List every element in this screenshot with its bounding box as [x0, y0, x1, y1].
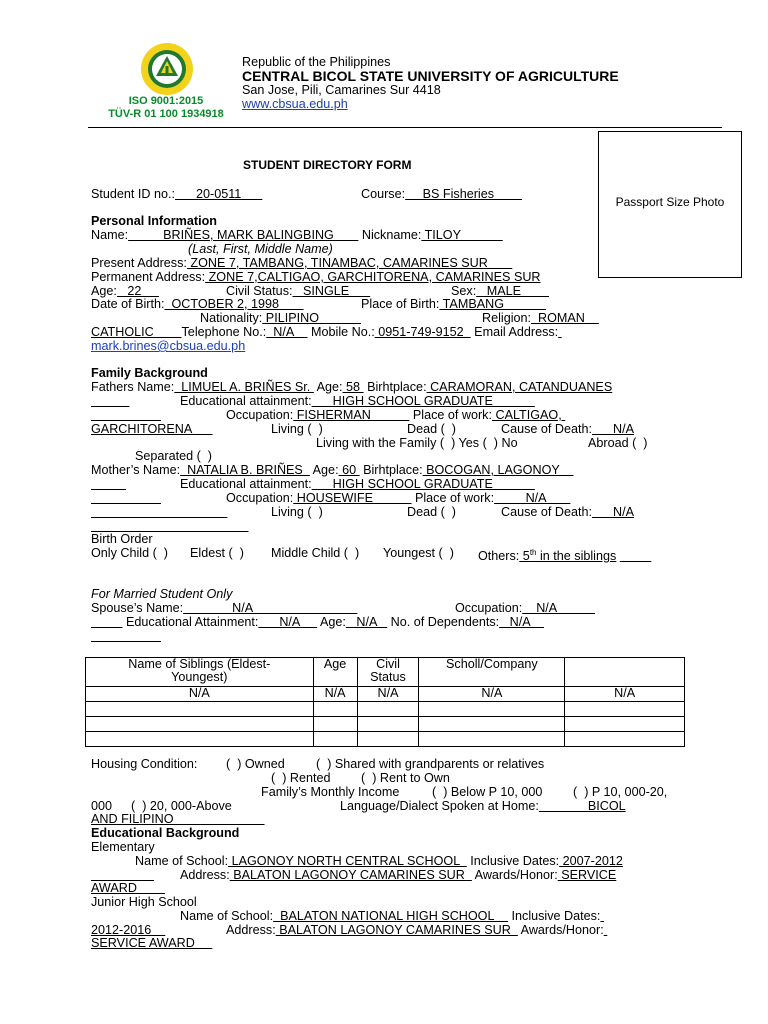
table-cell — [357, 732, 419, 747]
mother-occupation: Occupation: HOUSEWIFE Place of work: N/A — [226, 491, 571, 505]
income-below-10000: ( ) Below P 10, 000 — [432, 785, 543, 799]
table-cell: N/A — [357, 687, 419, 702]
mother-education: Educational attainment: HIGH SCHOOL GRADUATE — [180, 477, 535, 491]
father-living: Living ( ) — [271, 422, 323, 436]
iso-certification — [96, 95, 236, 121]
table-cell: N/A — [86, 687, 314, 702]
mother-status-row — [91, 505, 227, 519]
father-name-value: LIMUEL A. BRIÑES Sr. — [174, 380, 314, 394]
housing-label: Housing Condition: — [91, 757, 198, 771]
jhs-dates-row — [91, 923, 165, 937]
father-cause-value: N/A — [592, 422, 635, 436]
name-value: BRIÑES, MARK BALINGBING — [128, 228, 359, 242]
spouse-name-value: N/A — [183, 601, 358, 615]
iso-line-2: TÜV-R 01 100 1934918 — [108, 108, 224, 120]
spouse-education-row: Educational Attainment: N/A Age: N/A No. of Dependents: N/A — [126, 615, 544, 629]
republic-line: Republic of the Philippines — [242, 55, 391, 69]
living-with-family: Living with the Family ( ) Yes ( ) No — [316, 436, 518, 450]
abroad: Abroad ( ) — [588, 436, 648, 450]
civil-status-value: SINGLE — [292, 284, 371, 298]
father-age-value: 58 — [342, 380, 364, 394]
father-name-row: Fathers Name: LIMUEL A. BRIÑES Sr. Age: 58 Birhtplace: CARAMORAN, CATANDUANES — [91, 380, 613, 394]
table-cell — [357, 702, 419, 717]
mother-cause-value: N/A — [592, 505, 635, 519]
spouse-occupation-row: Occupation: N/A — [455, 601, 596, 615]
father-education-row — [91, 394, 130, 408]
form-title: STUDENT DIRECTORY FORM — [243, 158, 412, 172]
university-name: CENTRAL BICOL STATE UNIVERSITY OF AGRICULTURE — [242, 68, 619, 84]
educational-background-heading: Educational Background — [91, 826, 240, 840]
jhs-awards-value: SERVICE AWARD — [91, 936, 213, 950]
jhs-address: Address: BALATON LAGONOY CAMARINES SUR Awards/Honor: — [226, 923, 604, 937]
passport-photo-box — [598, 131, 742, 278]
student-id-value: 20-0511 — [175, 187, 263, 201]
blank-line — [91, 519, 248, 533]
table-cell — [565, 717, 685, 732]
sex-row: Sex: MALE — [451, 284, 549, 298]
university-seal-logo — [140, 42, 194, 96]
language-value-cont: AND FILIPINO — [91, 812, 265, 826]
student-id-row: Student ID no.: 20-0511 — [91, 187, 263, 201]
table-cell — [86, 717, 314, 732]
youngest: Youngest ( ) — [383, 546, 454, 560]
table-header: Civil Status — [357, 658, 419, 687]
table-cell: N/A — [565, 687, 685, 702]
income-000: 000 — [91, 799, 113, 813]
table-cell — [86, 702, 314, 717]
table-row — [86, 717, 685, 732]
telephone-value: N/A — [266, 325, 308, 339]
table-row — [86, 687, 685, 702]
mother-birthplace-value: BOCOGAN, LAGONOY — [422, 463, 574, 477]
university-address: San Jose, Pili, Camarines Sur 4418 — [242, 83, 441, 97]
middle-child: Middle Child ( ) — [271, 546, 360, 560]
email-value-link[interactable]: mark.brines@cbsua.edu.ph — [91, 339, 246, 353]
elem-address-value: BALATON LAGONOY CAMARINES SUR — [229, 868, 472, 882]
mother-education-value: HIGH SCHOOL GRADUATE — [311, 477, 535, 491]
elem-awards-value-cont: AWARD — [91, 881, 165, 895]
birth-order-heading: Birth Order — [91, 532, 153, 546]
language-value: BICOL — [538, 799, 626, 813]
iso-line-1: ISO 9001:2015 — [128, 95, 204, 107]
spouse-education-value: N/A — [258, 615, 318, 629]
birth-date-value: OCTOBER 2, 1998 — [164, 297, 304, 311]
contact-row: CATHOLIC Telephone No.: N/A Mobile No.: 0951-749-9152 Email Address: — [91, 325, 559, 339]
table-cell — [313, 717, 357, 732]
mother-workplace-value: N/A — [494, 491, 571, 505]
nickname-value: TILOY — [421, 228, 503, 242]
elem-school-value: LAGONOY NORTH CENTRAL SCHOOL — [228, 854, 467, 868]
elem-awards-value: SERVICE — [557, 868, 617, 882]
jhs-dates-value: 2012-2016 — [91, 923, 166, 937]
only-child: Only Child ( ) — [91, 546, 168, 560]
monthly-income-label: Family’s Monthly Income — [261, 785, 400, 799]
others-value: 5th in the siblings — [519, 548, 617, 564]
name-row: Name: BRIÑES, MARK BALINGBING Nickname: TILOY — [91, 228, 503, 242]
father-occupation: Occupation: FISHERMAN Place of work: CALTIGAO, — [226, 408, 566, 422]
father-education-value: HIGH SCHOOL GRADUATE — [311, 394, 535, 408]
table-cell — [565, 702, 685, 717]
table-cell — [86, 732, 314, 747]
religion-value: ROMAN — [531, 311, 599, 325]
mother-cause-of-death: Cause of Death: N/A — [501, 505, 635, 519]
married-section-heading: For Married Student Only — [91, 587, 233, 601]
mobile-value: 0951-749-9152 — [374, 325, 471, 339]
mother-name-row: Mother’s Name: NATALIA B. BRIÑES Age: 60 Birhtplace: BOCOGAN, LAGONOY — [91, 463, 574, 477]
elem-address: Address: BALATON LAGONOY CAMARINES SUR Awards/Honor: SERVICE — [180, 868, 617, 882]
permanent-address-row: Permanent Address: ZONE 7,CALTIGAO, GARCHITORENA, CAMARINES SUR — [91, 270, 541, 284]
elementary-heading: Elementary — [91, 840, 155, 854]
personal-information-heading: Personal Information — [91, 214, 217, 228]
mother-age-value: 60 — [338, 463, 360, 477]
separated: Separated ( ) — [135, 449, 213, 463]
jhs-school-row: Name of School: BALATON NATIONAL HIGH SCHOOL Inclusive Dates: — [180, 909, 601, 923]
father-status-row: GARCHITORENA — [91, 422, 213, 436]
mother-living: Living ( ) — [271, 505, 323, 519]
mother-education-row — [91, 477, 126, 491]
name-format-hint: (Last, First, Middle Name) — [188, 242, 333, 256]
housing-shared: ( ) Shared with grandparents or relatives — [316, 757, 545, 771]
age-value: 22 — [116, 284, 159, 298]
mother-occupation-row — [91, 491, 161, 505]
passport-photo-label: Passport Size Photo — [615, 195, 725, 209]
sex-value: MALE — [476, 284, 549, 298]
table-cell — [313, 732, 357, 747]
eldest: Eldest ( ) — [190, 546, 244, 560]
language-row: Language/Dialect Spoken at Home: BICOL — [340, 799, 626, 813]
junior-high-heading: Junior High School — [91, 895, 197, 909]
table-cell — [419, 702, 565, 717]
jhs-school-value: BALATON NATIONAL HIGH SCHOOL — [273, 909, 509, 923]
header-divider — [88, 127, 722, 128]
table-cell — [313, 702, 357, 717]
course-row: Course: BS Fisheries — [361, 187, 522, 201]
table-header: Scholl/Company — [419, 658, 565, 687]
father-dead: Dead ( ) — [407, 422, 456, 436]
present-address-row: Present Address: ZONE 7, TAMBANG, TINAMBAC, CAMARINES SUR — [91, 256, 513, 270]
father-birthplace-value: CARAMORAN, CATANDUANES — [426, 380, 613, 394]
spouse-age-value: N/A — [345, 615, 388, 629]
blank-line-2 — [91, 629, 161, 643]
jhs-address-value: BALATON LAGONOY CAMARINES SUR — [275, 923, 518, 937]
table-header-row — [86, 658, 685, 687]
table-cell: N/A — [419, 687, 565, 702]
table-cell — [419, 732, 565, 747]
nationality-row: Nationality: PILIPINO — [200, 311, 361, 325]
father-cause-of-death: Cause of Death: N/A — [501, 422, 635, 436]
table-cell — [357, 717, 419, 732]
civil-status-row: Civil Status: SINGLE — [226, 284, 371, 298]
table-header: Name of Siblings (Eldest-Youngest) — [86, 658, 314, 687]
age-row: Age: 22 — [91, 284, 159, 298]
housing-rent-to-own: ( ) Rent to Own — [361, 771, 450, 785]
religion-row: Religion: ROMAN — [482, 311, 599, 325]
father-workplace-value: CALTIGAO, — [491, 408, 566, 422]
housing-owned: ( ) Owned — [226, 757, 285, 771]
table-header: Age — [313, 658, 357, 687]
table-cell — [419, 717, 565, 732]
table-header — [565, 658, 685, 687]
birth-place-row: Place of Birth: TAMBANG — [361, 297, 547, 311]
siblings-table — [85, 657, 685, 747]
nationality-value: PILIPINO — [262, 311, 361, 325]
family-background-heading: Family Background — [91, 366, 208, 380]
mother-dead: Dead ( ) — [407, 505, 456, 519]
father-occupation-row — [91, 408, 161, 422]
mother-name-value: NATALIA B. BRIÑES — [180, 463, 310, 477]
table-row — [86, 732, 685, 747]
present-address-value: ZONE 7, TAMBANG, TINAMBAC, CAMARINES SUR — [186, 256, 513, 270]
spouse-occupation-value: N/A — [522, 601, 596, 615]
religion-value-cont: CATHOLIC — [91, 325, 182, 339]
others-row: Others: 5th in the siblings — [478, 548, 617, 564]
birth-place-value: TAMBANG — [439, 297, 547, 311]
elem-school-row: Name of School: LAGONOY NORTH CENTRAL SCHOOL Inclusive Dates: 2007-2012 — [135, 854, 623, 868]
elem-dates-value: 2007-2012 — [559, 854, 623, 868]
spouse-name-row: Spouse’s Name: N/A — [91, 601, 358, 615]
birth-date-row: Date of Birth: OCTOBER 2, 1998 — [91, 297, 304, 311]
permanent-address-value: ZONE 7,CALTIGAO, GARCHITORENA, CAMARINES SUR — [205, 270, 541, 284]
father-occupation-value: FISHERMAN — [293, 408, 410, 422]
course-value: BS Fisheries — [405, 187, 522, 201]
elem-address-row — [91, 868, 154, 882]
table-cell — [565, 732, 685, 747]
father-education: Educational attainment: HIGH SCHOOL GRADUATE — [180, 394, 535, 408]
income-20000-above: ( ) 20, 000-Above — [131, 799, 232, 813]
mother-occupation-value: HOUSEWIFE — [293, 491, 412, 505]
table-cell: N/A — [313, 687, 357, 702]
housing-rented: ( ) Rented — [271, 771, 331, 785]
table-row — [86, 702, 685, 717]
university-website-link[interactable]: www.cbsua.edu.ph — [242, 97, 348, 111]
dependents-value: N/A — [499, 615, 544, 629]
income-10000-20000: ( ) P 10, 000-20, — [573, 785, 668, 799]
